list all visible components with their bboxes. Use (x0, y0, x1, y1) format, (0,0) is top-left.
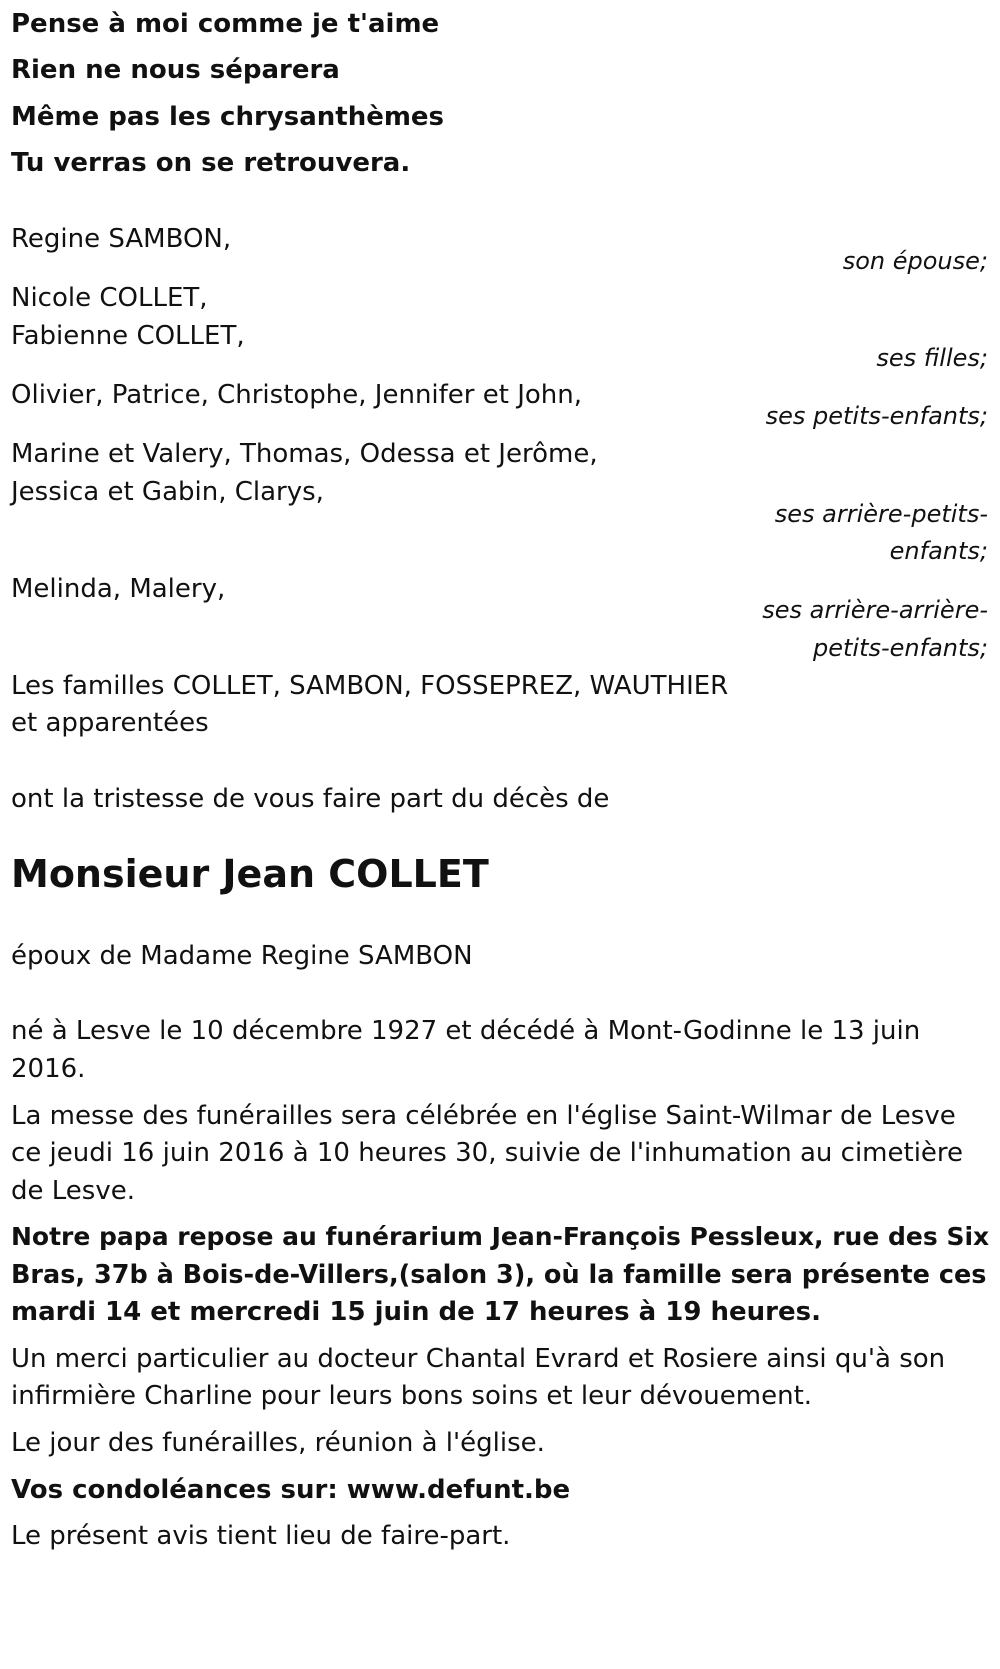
poem-line-4: Tu verras on se retrouvera. (11, 148, 411, 178)
spouse-name: Regine SAMBON, (11, 224, 232, 254)
grandchildren-relation: ses petits-enfants; (765, 402, 988, 430)
funerarium-line-2: Bras, 37b à Bois-de-Villers,(salon 3), où la famille sera présente ces (11, 1260, 987, 1290)
funerarium-line-3: mardi 14 et mercredi 15 juin de 17 heures à 19 heures. (11, 1297, 821, 1327)
mass-line-2: ce jeudi 16 juin 2016 à 10 heures 30, suivie de l'inhumation au cimetière (11, 1138, 964, 1168)
funerarium-line-1: Notre papa repose au funérarium Jean-François Pessleux, rue des Six (11, 1222, 990, 1251)
condolences-text: Vos condoléances sur: www.defunt.be (11, 1475, 571, 1505)
grandchildren-names: Olivier, Patrice, Christophe, Jennifer et John, (11, 380, 583, 410)
great-grandchildren-relation-2: enfants; (889, 537, 988, 565)
great-grandchildren-relation-1: ses arrière-petits- (774, 500, 988, 528)
mass-line-3: de Lesve. (11, 1176, 135, 1206)
daughters-relation: ses filles; (876, 344, 988, 372)
reunion-text: Le jour des funérailles, réunion à l'église. (11, 1428, 545, 1458)
notice-text: Le présent avis tient lieu de faire-part. (11, 1521, 511, 1551)
birth-death-line-2: 2016. (11, 1054, 86, 1084)
great-grandchildren-line-1: Marine et Valery, Thomas, Odessa et Jerôme, (11, 439, 598, 469)
birth-death-line-1: né à Lesve le 10 décembre 1927 et décédé à Mont-Godinne le 13 juin (11, 1016, 921, 1046)
great-great-grandchildren-relation-2: petits-enfants; (813, 634, 988, 662)
thanks-line-1: Un merci particulier au docteur Chantal Evrard et Rosiere ainsi qu'à son (11, 1344, 946, 1374)
spouse-relation: son épouse; (842, 247, 988, 275)
poem-line-3: Même pas les chrysanthèmes (11, 102, 445, 132)
thanks-line-2: infirmière Charline pour leurs bons soins et leur dévouement. (11, 1381, 813, 1411)
poem-line-2: Rien ne nous séparera (11, 55, 340, 85)
mass-line-1: La messe des funérailles sera célébrée en l'église Saint-Wilmar de Lesve (11, 1101, 956, 1131)
great-great-grandchildren-relation-1: ses arrière-arrière- (762, 596, 988, 624)
spouse-of-text: époux de Madame Regine SAMBON (11, 941, 473, 971)
families-line-1: Les familles COLLET, SAMBON, FOSSEPREZ, WAUTHIER (11, 671, 729, 701)
great-grandchildren-line-2: Jessica et Gabin, Clarys, (11, 477, 324, 507)
daughter-1: Nicole COLLET, (11, 283, 208, 313)
poem-line-1: Pense à moi comme je t'aime (11, 9, 440, 39)
daughter-2: Fabienne COLLET, (11, 321, 245, 351)
deceased-name: Monsieur Jean COLLET (11, 852, 489, 896)
announcement-text: ont la tristesse de vous faire part du décès de (11, 784, 610, 814)
great-great-grandchildren-names: Melinda, Malery, (11, 574, 226, 604)
families-line-2: et apparentées (11, 708, 209, 738)
